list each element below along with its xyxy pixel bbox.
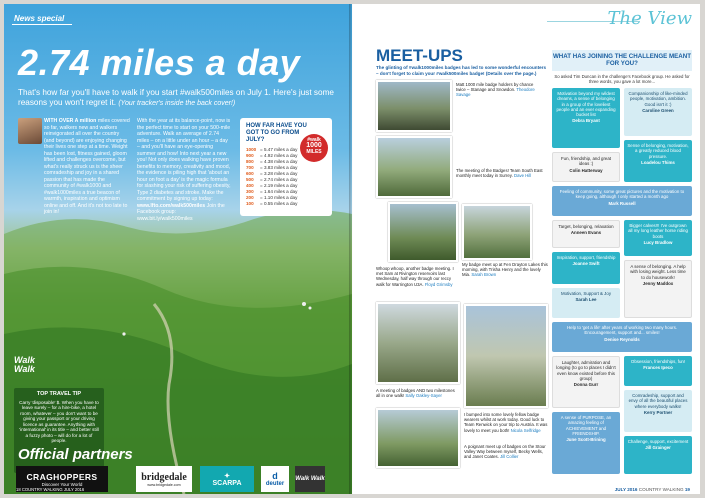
quote-box: Target, belonging, relaxation Anneen Evans	[552, 220, 620, 248]
section-label: The View	[607, 8, 692, 29]
left-folio: 18 COUNTRY WALKING JULY 2016	[16, 487, 85, 492]
quote-box: Motivation beyond my wildest dreams, a sense of belonging in a group of the loveliest people and an ever expanding bucket list Debra Bryant	[552, 88, 620, 148]
quote-box: Laughter, admiration and longing (to go to places I didn't even know existed before this group) Donna Gurr	[552, 356, 620, 408]
quote-box: Fun, friendship, and great ideas :) Colin Hatterway	[552, 152, 620, 182]
list-item: 800 = 4.38 miles a day	[246, 159, 298, 164]
quote-box: Sense of belonging, motivation, a greatly reduced blood pressure. Loadelou Thims	[624, 140, 692, 182]
deuter-icon: d	[272, 471, 278, 481]
how-far-title: HOW FAR HAVE YOU GOT TO GO FROM JULY?	[246, 123, 307, 143]
quote-box: Bigger calves!!! I've outgrown all my long leather horse riding boots Lucy Bradlow	[624, 220, 692, 256]
meetups-intro: The glinting of #walk1000miles badges has led to some wonderful encounters – don't forget to claim your #walk500miles badge! (Details over the page.)	[376, 65, 547, 76]
list-item: 200 = 1.10 miles a day	[246, 195, 298, 200]
list-item: 500 = 2.74 miles a day	[246, 177, 298, 182]
quote-box: Comradeship, support and envy of all the beautiful places where everybody walks! Kerry Portner	[624, 390, 692, 432]
quote-box: Obsession, friendships, fun! Frances Ipeco	[624, 356, 692, 386]
badge-top: #walk	[307, 137, 321, 143]
headline: 2.74 miles a day	[18, 42, 301, 83]
tip-title: TOP TRAVEL TIP	[36, 391, 82, 397]
signup-link[interactable]: www.lfto.com/walk500miles	[137, 202, 206, 209]
quote-box: A sense of belonging. A help with losing weight. Less time to do housework! Jenny Maddox	[624, 260, 692, 318]
meetups-title: MEET-UPS	[376, 46, 463, 65]
list-item: 300 = 1.64 miles a day	[246, 189, 298, 194]
meetup-photo-3	[388, 202, 458, 262]
right-page	[352, 4, 700, 494]
badge-number: 1000	[306, 142, 322, 149]
meetup-photo-7	[376, 408, 460, 468]
craghoppers-logo[interactable]: CRAGHOPPERS Discover Your World	[16, 466, 108, 492]
partners-title: Official partners	[18, 446, 133, 463]
walk-walk-logo: Walk Walk	[14, 355, 35, 374]
list-item: 900 = 4.92 miles a day	[246, 153, 298, 158]
tip-body: Carry 'disposable' $. When you have to leave surely – for a hire-bike, a hotel room, whatever – you don't want to be giving your passport or your driving licence as guarantee. Anything with 'international' in its title – and better still a fuzzy photo – will do for a lot of people.	[19, 399, 99, 443]
list-item: 1000 = 5.47 miles a day	[246, 147, 298, 152]
quote-box: Motivation, Support & Joy Sarah Lee	[552, 288, 620, 318]
how-far-box	[240, 118, 332, 216]
list-item: 400 = 2.19 miles a day	[246, 183, 298, 188]
list-item: 600 = 3.28 miles a day	[246, 171, 298, 176]
walk-walk-partner-logo[interactable]: Walk Walk	[295, 466, 325, 492]
caption-1: Matt 1000 mile badge holders by chance twice – Stanage and Snowdon. Theodore Savage	[456, 82, 535, 98]
challenge-intro: So asked Tim Duncan in the challenge's Facebook group. He asked for three words, you gave a lot more...	[554, 74, 690, 85]
meetup-photo-2	[376, 136, 452, 198]
drop-lead: WITH OVER A million	[44, 118, 97, 124]
quote-box: Inspiration, support, friendship Joanne Swift	[552, 252, 620, 284]
challenge-title: WHAT HAS JOINING THE CHALLENGE MEANT FOR YOU?	[552, 50, 692, 71]
quote-box: Companionship of like-minded people, motivation, ambition. Good isn't it :) Caroline Green	[624, 88, 692, 136]
meetup-photo-6	[464, 304, 548, 408]
quote-box: Feeling of community, some great pictures and the motivation to keep going, although I only started a month ago Mark Russell	[552, 186, 692, 216]
walk1000-badge	[300, 134, 328, 162]
right-folio: JULY 2016 COUNTRY WALKING 19	[614, 487, 690, 492]
scarpa-logo[interactable]: ✦ SCARPA	[200, 466, 254, 492]
body-column-2	[137, 118, 232, 222]
section-label: News special	[14, 14, 65, 23]
scarpa-icon: ✦	[224, 472, 230, 480]
body-column-1	[44, 118, 130, 216]
meetup-photo-4	[462, 204, 532, 260]
author-photo	[18, 118, 42, 144]
quote-box: A sense of PURPOSE, an amazing feeling of ACHIEVEMENT and FRIENDSHIP. June Scott-Brining	[552, 412, 620, 474]
caption-4: Whoop whoop, another badge meeting. I met Sam at Rivington reservoirs last Wednesday, half way through our reccy walk for Warrington U3A. Floyd Grimsby	[376, 266, 454, 287]
list-item: 700 = 3.83 miles a day	[246, 165, 298, 170]
list-item: 100 = 0.55 miles a day	[246, 201, 298, 206]
body-text-2: With the year at its balance-point, now is the perfect time to start on your 500-mile adventure. Walk an average of 2.74 miles – on a little under an hour – a day – and you'll have an eye-opening summer and how! Into next year a new you! Not only does walking have proven benefits to memory, creativity and mood, the evidence is piling high that 'about an hour on foot a day' is the magic formula for slashing your risk of suffering obesity, Type 2 diabetes and stroke. Make the commitment by signing up today:	[137, 118, 231, 202]
caption-2: The meeting of the Badges! Team South East monthly meet today in Surrey. Dave Hill	[456, 168, 543, 179]
spine-gutter	[349, 4, 355, 494]
standfirst-note: (Your tracker's inside the back cover!)	[118, 100, 236, 107]
quote-box: Help to 'get a life' after years of working two many hours. Encouragement, support and... smiles! Denise Reynolds	[552, 322, 692, 352]
caption-6: I bumped into some lovely fellow badge wearers whilst at work today. Good luck to Team Renwick on your trip to Austria. It was lovely to meet you both! Nicola Selfridge	[464, 412, 548, 433]
bridgedale-logo[interactable]: bridgedale www.bridgedale.com	[136, 466, 192, 492]
standfirst-text: That's how far you'll have to walk if you start #walk500miles on July 1. Here's just some reasons you won't regret it.	[18, 88, 334, 107]
facebook-link[interactable]: Join the Facebook group: www.bit.ly/walk500miles	[137, 202, 225, 222]
caption-5: A meeting of badges AND two milestones all in one walk! Sally Oakley-Sayer	[376, 388, 455, 399]
caption-7: A poignant meet up of badges on the Stour Valley Way between myself, Becky Wells, and Janet Coates. Jill Collier	[464, 444, 546, 460]
deuter-logo[interactable]: d deuter	[261, 466, 289, 492]
standfirst	[18, 88, 343, 109]
caption-3: My badge meet up at Fen Drayton Lakes this morning, with Trisha Henry and the lovely Mia. Sarah Brown	[462, 262, 548, 278]
badge-bottom: MILES	[306, 149, 322, 155]
body-text-1: miles covered so far, walkers new and walkers reinvigorated all over the country (and beyond) are enjoying changing their lives one step at a time. Weight has been lost, fitness gained, gloom lifted and challenges overcome, but what's really struck us is the sheer comradeship and joy in a shared passion that has made the community of #walk1000 and #walk1000miles a true beacon of warmth, inspiration and optimism online and off. And it's not too late to join in!	[44, 118, 130, 215]
meetup-photo-1	[376, 80, 452, 132]
quote-box: Challenge, support, excitement Jill Grainger	[624, 436, 692, 474]
left-page	[4, 4, 352, 494]
section-rule	[12, 24, 72, 25]
meetup-photo-5	[376, 302, 460, 384]
